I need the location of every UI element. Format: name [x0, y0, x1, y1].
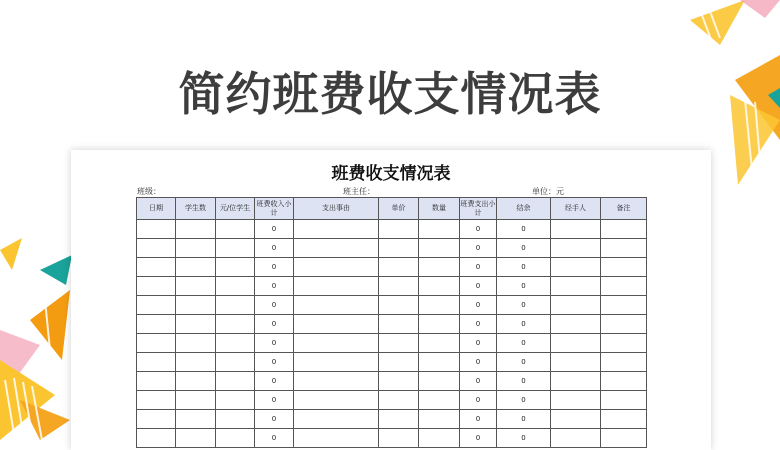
- table-cell[interactable]: [379, 391, 419, 410]
- table-cell[interactable]: [137, 429, 176, 448]
- table-cell[interactable]: [551, 391, 601, 410]
- teacher-label: 班主任：: [343, 187, 375, 196]
- table-cell[interactable]: [176, 315, 216, 334]
- table-cell[interactable]: [601, 334, 647, 353]
- table-cell[interactable]: [601, 410, 647, 429]
- table-cell[interactable]: [216, 410, 255, 429]
- table-cell[interactable]: [176, 239, 216, 258]
- table-cell[interactable]: [216, 315, 255, 334]
- table-cell[interactable]: [294, 353, 379, 372]
- table-cell[interactable]: 0: [460, 239, 497, 258]
- table-cell[interactable]: [137, 334, 176, 353]
- table-cell[interactable]: [379, 353, 419, 372]
- table-cell[interactable]: [601, 372, 647, 391]
- column-header: 班费支出小计: [460, 198, 497, 220]
- deco-triangle-pink-top: [740, 0, 780, 18]
- table-cell[interactable]: 0: [460, 410, 497, 429]
- table-cell[interactable]: [137, 296, 176, 315]
- deco-triangle-yellow-left: [0, 238, 22, 270]
- deco-triangle-teal-left: [40, 255, 72, 285]
- table-cell[interactable]: 0: [460, 429, 497, 448]
- table-row: [137, 410, 647, 429]
- table-cell[interactable]: [176, 410, 216, 429]
- table-row: [137, 315, 647, 334]
- column-header: 结余: [497, 198, 551, 220]
- table-cell[interactable]: 0: [460, 391, 497, 410]
- table-cell[interactable]: [379, 220, 419, 239]
- table-cell[interactable]: [216, 277, 255, 296]
- table-cell[interactable]: [419, 315, 460, 334]
- table-cell[interactable]: [551, 334, 601, 353]
- table-cell[interactable]: 0: [255, 315, 294, 334]
- table-cell[interactable]: [379, 258, 419, 277]
- table-cell[interactable]: [419, 353, 460, 372]
- table-cell[interactable]: [294, 296, 379, 315]
- table-row: [137, 334, 647, 353]
- table-cell[interactable]: [176, 220, 216, 239]
- class-label: 班级：: [137, 187, 161, 196]
- table-row: [137, 391, 647, 410]
- table-cell[interactable]: [551, 372, 601, 391]
- column-header: 元/位学生: [216, 198, 255, 220]
- table-cell[interactable]: 0: [255, 429, 294, 448]
- table-cell[interactable]: [216, 258, 255, 277]
- table-cell[interactable]: [419, 429, 460, 448]
- deco-triangle-yellow-top: [690, 0, 745, 45]
- table-cell[interactable]: [294, 258, 379, 277]
- table-cell[interactable]: [419, 220, 460, 239]
- table-cell[interactable]: [176, 391, 216, 410]
- table-cell[interactable]: 0: [255, 353, 294, 372]
- table-cell[interactable]: 0: [497, 353, 551, 372]
- column-header: 支出事由: [294, 198, 379, 220]
- table-cell[interactable]: [176, 334, 216, 353]
- table-cell[interactable]: [216, 296, 255, 315]
- table-cell[interactable]: [551, 239, 601, 258]
- table-cell[interactable]: 0: [460, 353, 497, 372]
- table-cell[interactable]: 0: [255, 391, 294, 410]
- table-cell[interactable]: 0: [460, 277, 497, 296]
- table-row: [137, 429, 647, 448]
- deco-stripes-left: [5, 300, 50, 440]
- table-cell[interactable]: [176, 296, 216, 315]
- table-cell[interactable]: [176, 277, 216, 296]
- table-cell[interactable]: 0: [497, 429, 551, 448]
- table-cell[interactable]: 0: [497, 277, 551, 296]
- table-cell[interactable]: [216, 429, 255, 448]
- table-cell[interactable]: 0: [497, 391, 551, 410]
- unit-label: 单位：元: [532, 187, 564, 196]
- table-cell[interactable]: 0: [255, 239, 294, 258]
- column-header: 学生数: [176, 198, 216, 220]
- table-cell[interactable]: [601, 239, 647, 258]
- table-cell[interactable]: [137, 220, 176, 239]
- table-row: [137, 258, 647, 277]
- table-cell[interactable]: [379, 372, 419, 391]
- table-cell[interactable]: [137, 258, 176, 277]
- table-cell[interactable]: [601, 296, 647, 315]
- table-cell[interactable]: 0: [460, 315, 497, 334]
- table-cell[interactable]: 0: [497, 410, 551, 429]
- table-cell[interactable]: [379, 296, 419, 315]
- table-cell[interactable]: [137, 391, 176, 410]
- table-cell[interactable]: [176, 353, 216, 372]
- table-cell[interactable]: [379, 410, 419, 429]
- table-cell[interactable]: 0: [255, 372, 294, 391]
- table-header-row: [137, 198, 647, 220]
- table-cell[interactable]: [379, 315, 419, 334]
- table-cell[interactable]: [294, 410, 379, 429]
- table-cell[interactable]: 0: [255, 220, 294, 239]
- column-header: 日期: [137, 198, 176, 220]
- table-cell[interactable]: [137, 353, 176, 372]
- table-cell[interactable]: [294, 220, 379, 239]
- column-header: 经手人: [551, 198, 601, 220]
- table-cell[interactable]: [137, 372, 176, 391]
- table-cell[interactable]: [216, 220, 255, 239]
- deco-triangle-pink-left: [0, 330, 40, 400]
- table-body: [137, 220, 647, 448]
- column-header: 备注: [601, 198, 647, 220]
- table-cell[interactable]: 0: [497, 315, 551, 334]
- table-cell[interactable]: [216, 372, 255, 391]
- table-cell[interactable]: 0: [255, 296, 294, 315]
- table-cell[interactable]: [176, 258, 216, 277]
- table-cell[interactable]: [294, 391, 379, 410]
- table-cell[interactable]: [216, 391, 255, 410]
- spreadsheet-preview: [71, 150, 711, 450]
- table-cell[interactable]: [551, 410, 601, 429]
- table-cell[interactable]: 0: [460, 372, 497, 391]
- table-cell[interactable]: [601, 391, 647, 410]
- ledger-table: [136, 197, 647, 448]
- table-cell[interactable]: 0: [460, 220, 497, 239]
- table-cell[interactable]: [419, 372, 460, 391]
- table-cell[interactable]: [419, 277, 460, 296]
- table-cell[interactable]: 0: [460, 258, 497, 277]
- table-cell[interactable]: [601, 220, 647, 239]
- table-row: [137, 277, 647, 296]
- table-cell[interactable]: [419, 296, 460, 315]
- table-cell[interactable]: [137, 239, 176, 258]
- table-cell[interactable]: [601, 429, 647, 448]
- table-cell[interactable]: 0: [255, 277, 294, 296]
- table-cell[interactable]: 0: [255, 258, 294, 277]
- table-row: [137, 239, 647, 258]
- table-cell[interactable]: [294, 277, 379, 296]
- table-row: [137, 372, 647, 391]
- table-cell[interactable]: [137, 410, 176, 429]
- table-cell[interactable]: [176, 372, 216, 391]
- table-cell[interactable]: [551, 220, 601, 239]
- table-cell[interactable]: [551, 315, 601, 334]
- deco-triangle-yellow-bottom: [0, 360, 55, 440]
- table-cell[interactable]: 0: [460, 296, 497, 315]
- table-cell[interactable]: [419, 334, 460, 353]
- table-cell[interactable]: [379, 429, 419, 448]
- table-cell[interactable]: 0: [497, 239, 551, 258]
- column-header: 数量: [419, 198, 460, 220]
- table-cell[interactable]: [419, 239, 460, 258]
- table-cell[interactable]: [216, 334, 255, 353]
- table-cell[interactable]: 0: [255, 410, 294, 429]
- table-row: [137, 353, 647, 372]
- table-row: [137, 296, 647, 315]
- deco-triangle-orange-left: [30, 290, 70, 360]
- table-cell[interactable]: [551, 353, 601, 372]
- table-cell[interactable]: 0: [497, 258, 551, 277]
- table-cell[interactable]: [419, 258, 460, 277]
- table-cell[interactable]: [419, 391, 460, 410]
- table-cell[interactable]: 0: [460, 334, 497, 353]
- table-cell[interactable]: [379, 277, 419, 296]
- table-cell[interactable]: [294, 372, 379, 391]
- table-cell[interactable]: [294, 315, 379, 334]
- table-cell[interactable]: [601, 277, 647, 296]
- table-cell[interactable]: [216, 353, 255, 372]
- table-cell[interactable]: [379, 239, 419, 258]
- banner-title: 简约班费收支情况表: [178, 67, 602, 121]
- table-cell[interactable]: [601, 258, 647, 277]
- table-cell[interactable]: 0: [497, 220, 551, 239]
- table-cell[interactable]: [294, 334, 379, 353]
- table-cell[interactable]: [601, 315, 647, 334]
- table-cell[interactable]: [294, 429, 379, 448]
- table-cell[interactable]: [379, 334, 419, 353]
- table-cell[interactable]: [176, 429, 216, 448]
- table-cell[interactable]: 0: [497, 334, 551, 353]
- deco-triangle-orange-bottom: [20, 400, 70, 440]
- column-header: 单价: [379, 198, 419, 220]
- sheet-title: 班费收支情况表: [331, 164, 451, 184]
- table-cell[interactable]: 0: [255, 334, 294, 353]
- table-cell[interactable]: [551, 258, 601, 277]
- table-cell[interactable]: [551, 277, 601, 296]
- table-cell[interactable]: [419, 410, 460, 429]
- table-cell[interactable]: [137, 315, 176, 334]
- table-cell[interactable]: [601, 353, 647, 372]
- table-cell[interactable]: [137, 277, 176, 296]
- table-cell[interactable]: [551, 429, 601, 448]
- table-cell[interactable]: [294, 239, 379, 258]
- table-cell[interactable]: 0: [497, 296, 551, 315]
- table-row: [137, 220, 647, 239]
- table-cell[interactable]: [551, 296, 601, 315]
- column-header: 班费收入小计: [255, 198, 294, 220]
- table-cell[interactable]: 0: [497, 372, 551, 391]
- table-cell[interactable]: [216, 239, 255, 258]
